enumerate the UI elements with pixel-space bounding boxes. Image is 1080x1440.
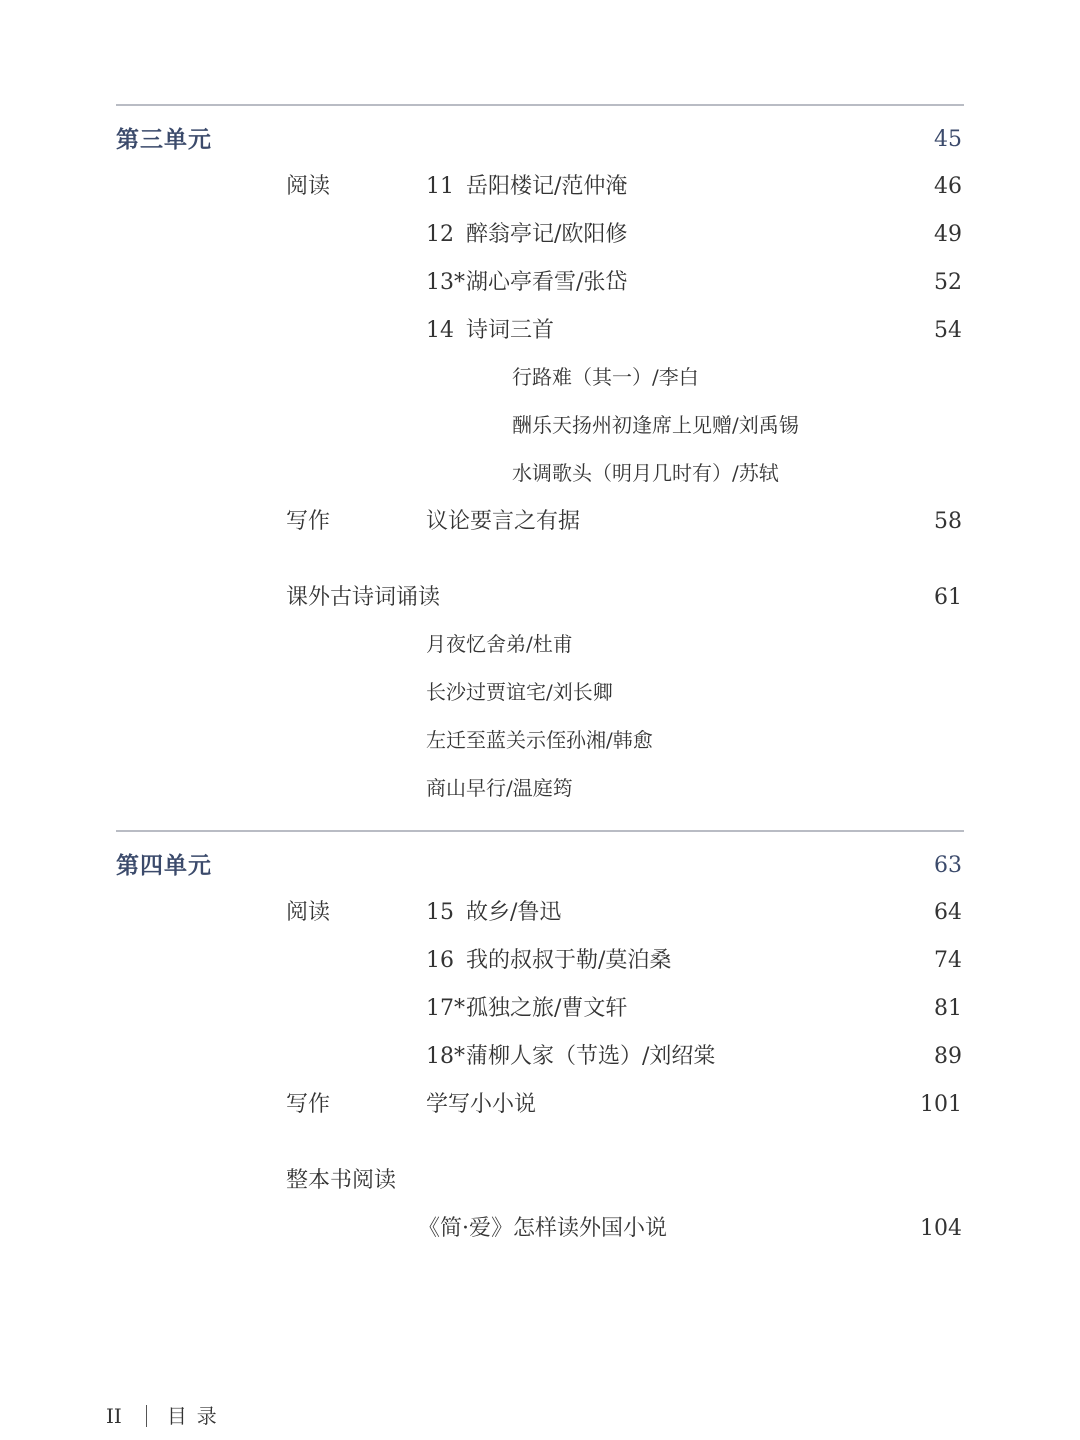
lesson-entry[interactable] [426, 221, 627, 249]
lesson-number: 11 [426, 174, 454, 199]
poem-entry[interactable]: 行路难（其一）/李白 [512, 365, 699, 389]
writing-label: 写作 [286, 509, 331, 534]
writing-entry[interactable]: 学写小小说 [426, 1092, 537, 1117]
lesson-entry[interactable] [426, 947, 671, 975]
writing-page: 101 [920, 1092, 962, 1117]
unit-title: 第三单元 [116, 126, 212, 153]
lesson-page: 81 [934, 996, 962, 1021]
book-reading-page: 104 [920, 1216, 962, 1241]
reading-label: 阅读 [286, 900, 331, 925]
poem-entry[interactable]: 酬乐天扬州初逢席上见赠/刘禹锡 [512, 413, 799, 437]
lesson-title: 孤独之旅/曹文轩 [466, 996, 628, 1021]
lesson-number: 15 [426, 900, 454, 925]
page-footer [106, 1402, 227, 1430]
lesson-entry[interactable] [426, 173, 627, 201]
lesson-number: 18* [426, 1044, 465, 1069]
extra-poem-entry[interactable]: 月夜忆舍弟/杜甫 [426, 632, 573, 656]
lesson-number: 14 [426, 318, 454, 343]
extra-reading-label[interactable]: 课外古诗词诵读 [286, 585, 441, 610]
lesson-entry[interactable] [426, 899, 561, 927]
lesson-entry[interactable] [426, 317, 554, 345]
lesson-title: 醉翁亭记/欧阳修 [466, 222, 628, 247]
footer-title: 目录 [166, 1404, 227, 1428]
footer-separator [146, 1405, 147, 1427]
lesson-number: 16 [426, 948, 454, 973]
book-reading-entry[interactable]: 《简·爱》怎样读外国小说 [418, 1216, 667, 1241]
lesson-page: 74 [934, 948, 962, 973]
lesson-page: 89 [934, 1044, 962, 1069]
extra-poem-entry[interactable]: 长沙过贾谊宅/刘长卿 [426, 680, 613, 704]
lesson-number: 17* [426, 996, 465, 1021]
divider-line [116, 104, 964, 106]
lesson-title: 诗词三首 [466, 318, 555, 343]
lesson-page: 64 [934, 900, 962, 925]
unit-page-number: 63 [934, 853, 962, 878]
lesson-entry[interactable] [426, 269, 627, 297]
extra-poem-entry[interactable]: 左迁至蓝关示侄孙湘/韩愈 [426, 728, 653, 752]
lesson-title: 蒲柳人家（节选）/刘绍棠 [466, 1044, 716, 1069]
lesson-page: 46 [934, 174, 962, 199]
writing-page: 58 [934, 509, 962, 534]
lesson-title: 我的叔叔于勒/莫泊桑 [466, 948, 672, 973]
footer-page-number: II [106, 1404, 122, 1428]
lesson-number: 13* [426, 270, 465, 295]
lesson-entry[interactable] [426, 995, 627, 1023]
extra-reading-page: 61 [934, 585, 962, 610]
unit-page-number: 45 [934, 127, 962, 152]
book-reading-label: 整本书阅读 [286, 1168, 397, 1193]
reading-label: 阅读 [286, 174, 331, 199]
poem-entry[interactable]: 水调歌头（明月几时有）/苏轼 [512, 461, 779, 485]
lesson-page: 49 [934, 222, 962, 247]
extra-poem-entry[interactable]: 商山早行/温庭筠 [426, 776, 573, 800]
unit-title: 第四单元 [116, 852, 212, 879]
lesson-page: 52 [934, 270, 962, 295]
writing-entry[interactable]: 议论要言之有据 [426, 509, 581, 534]
lesson-title: 湖心亭看雪/张岱 [466, 270, 628, 295]
writing-label: 写作 [286, 1092, 331, 1117]
lesson-page: 54 [934, 318, 962, 343]
lesson-title: 岳阳楼记/范仲淹 [466, 174, 628, 199]
lesson-number: 12 [426, 222, 454, 247]
divider-line [116, 830, 964, 832]
lesson-entry[interactable] [426, 1043, 715, 1071]
lesson-title: 故乡/鲁迅 [466, 900, 562, 925]
